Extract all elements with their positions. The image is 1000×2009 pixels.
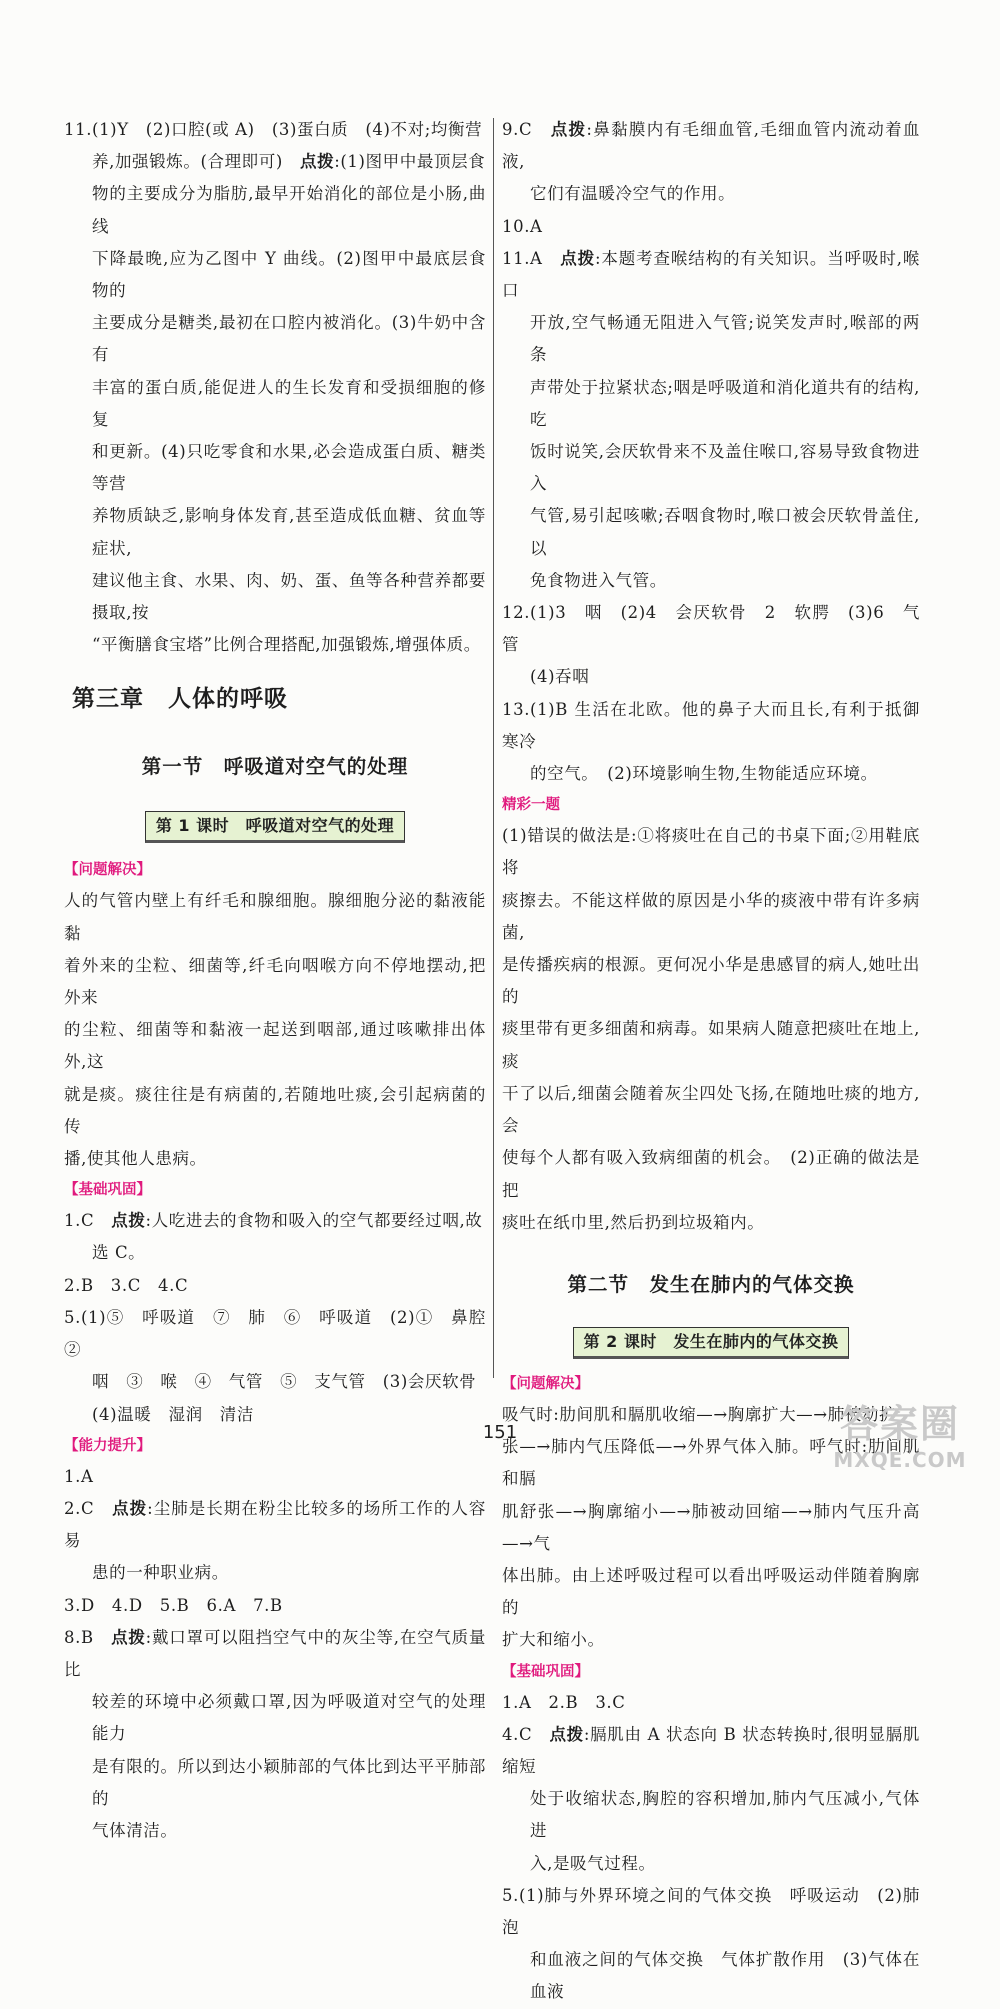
ability-8-hint: :戴口罩可以阻挡空气中的灰尘等,在空气质量比: [64, 1627, 487, 1679]
answer-11-line-4: 下降最晚,应为乙图中 Y 曲线。(2)图甲中最底层食物的: [92, 248, 486, 301]
answer-12-line-1: 12.(1)3 咽 (2)4 会厌软骨 2 软腭 (3)6 气管: [502, 603, 920, 655]
section-title-2: 第二节 发生在肺内的气体交换: [567, 1272, 855, 1296]
answer-11-line-5: 气管,易引起咳嗽;吞咽食物时,喉口被会厌软骨盖住,以: [530, 506, 920, 558]
answer-11-line-2: [64, 146, 486, 178]
ability-2-line-2: 患的一种职业病。: [92, 1563, 229, 1583]
basic-4-line-3: 入,是吸气过程。: [530, 1853, 656, 1873]
basic-1-line-2: 选 C。: [92, 1243, 146, 1263]
answer-11-line-3: 声带处于拉紧状态;咽是呼吸道和消化道共有的结构,吃: [530, 377, 920, 429]
highlight-line-3: 是传播疾病的根源。更何况小华是患感冒的病人,她吐出的: [502, 955, 920, 1007]
watermark-url: MXQE.COM: [833, 1448, 967, 1472]
problem-line-3: 的尘粒、细菌等和黏液一起送到咽部,通过咳嗽排出体外,这: [64, 1020, 486, 1072]
answer-11-line-4: 饭时说笑,会厌软骨来不及盖住喉口,容易导致食物进入: [530, 442, 920, 494]
right-column: [502, 114, 920, 2009]
answer-11-hint: :本题考查喉结构的有关知识。当呼吸时,喉口: [502, 248, 921, 301]
highlight-line-1: (1)错误的做法是:①将痰吐在自己的书桌下面;②用鞋底将: [502, 826, 920, 878]
hint-keyword: 点拨: [550, 120, 587, 139]
tag-basic: 【基础巩固】: [64, 1182, 151, 1199]
answer-9-answer: 9.C: [502, 120, 551, 139]
basic-4: [502, 1719, 920, 1783]
answer-11-line-6: 免食物进入气管。: [530, 570, 667, 590]
basic-5-line-1: 5.(1)肺与外界环境之间的气体交换 呼吸运动 (2)肺泡: [502, 1885, 920, 1937]
answer-9-hint: :鼻黏膜内有毛细血管,毛细血管内流动着血液,: [502, 120, 920, 172]
highlight-line-5: 干了以后,细菌会随着灰尘四处飞扬,在随地吐痰的地方,会: [502, 1083, 920, 1136]
answer-12-line-2: (4)吞咽: [530, 667, 590, 687]
basic-4-answer: 4.C: [502, 1724, 550, 1744]
ability-8: [64, 1622, 486, 1686]
basic-5-line-2: 咽 ③ 喉 ④ 气管 ⑤ 支气管 (3)会厌软骨: [92, 1372, 477, 1392]
ability-2: [64, 1493, 486, 1557]
basic-4-hint: :膈肌由 A 状态向 B 状态转换时,很明显膈肌缩短: [502, 1724, 920, 1776]
lesson-title-1: 第 1 课时 呼吸道对空气的处理: [145, 811, 405, 843]
ability-8-line-3: 是有限的。所以到达小颖肺部的气体比到达平平肺部的: [92, 1756, 486, 1808]
problem-line-2: 张—→肺内气压降低—→外界气体入肺。呼气时:肋间肌和膈: [502, 1437, 920, 1489]
basic-1-hint: :人吃进去的食物和吸入的空气都要经过咽,故: [145, 1211, 483, 1231]
lesson-banner-1: [64, 811, 486, 843]
tag-problem-solving: 【问题解决】: [502, 1375, 589, 1392]
answer-13-line-1: 13.(1)B 生活在北欧。他的鼻子大而且长,有利于抵御寒冷: [502, 699, 920, 751]
answer-11-line-5: 主要成分是糖类,最初在口腔内被消化。(3)牛奶中含有: [92, 313, 486, 365]
answer-11-hint: :(1)图甲中最顶层食: [334, 152, 486, 172]
tag-basic: 【基础巩固】: [502, 1663, 589, 1680]
answer-9-line-2: 它们有温暖冷空气的作用。: [530, 184, 736, 204]
highlight-line-6: 使每个人都有吸入致病细菌的机会。 (2)正确的做法是把: [502, 1148, 920, 1200]
ability-8-line-2: 较差的环境中必须戴口罩,因为呼吸道对空气的处理能力: [92, 1692, 486, 1744]
lesson-banner-2: [502, 1327, 920, 1359]
basic-2-4: 2.B 3.C 4.C: [64, 1275, 189, 1295]
basic-1: [64, 1205, 486, 1237]
basic-5-line-3: (4)温暖 湿润 清洁: [92, 1404, 254, 1424]
tag-highlight: 精彩一题: [502, 797, 560, 814]
ability-3-7: 3.D 4.D 5.B 6.A 7.B: [64, 1595, 283, 1615]
basic-1-answer: 1.C: [64, 1211, 112, 1231]
answer-11-answer: 11.A: [502, 248, 561, 268]
watermark-logo: 答案圈: [839, 1402, 960, 1446]
answer-11-line-3: 物的主要成分为脂肪,最早开始消化的部位是小肠,曲线: [92, 184, 486, 236]
basic-5-line-1: 5.(1)⑤ 呼吸道 ⑦ 肺 ⑥ 呼吸道 (2)① 鼻腔 ②: [64, 1307, 504, 1360]
problem-line-5: 播,使其他人患病。: [64, 1149, 207, 1169]
answer-13-line-2: 的空气。 (2)环境影响生物,生物能适应环境。: [530, 764, 878, 784]
answer-11: [502, 243, 920, 307]
ability-2-answer: 2.C: [64, 1498, 113, 1518]
tag-problem-solving: 【问题解决】: [64, 862, 151, 879]
problem-line-3: 肌舒张—→胸廓缩小—→肺被动回缩—→肺内气压升高—→气: [502, 1501, 920, 1553]
basic-1-3: 1.A 2.B 3.C: [502, 1692, 626, 1712]
problem-line-1: 人的气管内壁上有纤毛和腺细胞。腺细胞分泌的黏液能黏: [64, 891, 486, 943]
answer-11-line-7: 和更新。(4)只吃零食和水果,必会造成蛋白质、糖类等营: [92, 442, 486, 494]
problem-line-4: 就是痰。痰往往是有病菌的,若随地吐痰,会引起病菌的传: [64, 1084, 486, 1136]
problem-line-1: 吸气时:肋间肌和膈肌收缩—→胸廓扩大—→肺被动扩: [502, 1404, 897, 1424]
column-divider: [493, 118, 494, 1378]
ability-2-hint: :尘肺是长期在粉尘比较多的场所工作的人容易: [64, 1498, 486, 1551]
answer-11-text: 养,加强锻炼。(合理即可): [92, 152, 301, 172]
problem-line-4: 体出肺。由上述呼吸过程可以看出呼吸运动伴随着胸廓的: [502, 1565, 920, 1618]
answer-11-line-9: 建议他主食、水果、肉、奶、蛋、鱼等各种营养都要摄取,按: [92, 570, 486, 623]
watermark: [815, 1400, 985, 1480]
tag-ability: 【能力提升】: [64, 1437, 151, 1454]
hint-keyword: 点拨: [300, 152, 335, 172]
hint-keyword: 点拨: [560, 248, 595, 268]
highlight-line-7: 痰吐在纸巾里,然后扔到垃圾箱内。: [502, 1212, 765, 1232]
ability-1: 1.A: [64, 1466, 94, 1486]
chapter-title: 第三章 人体的呼吸: [72, 686, 288, 713]
problem-line-5: 扩大和缩小。: [502, 1630, 605, 1650]
ability-8-answer: 8.B: [64, 1627, 112, 1647]
basic-5-line-2: 和血液之间的气体交换 气体扩散作用 (3)气体在血液: [530, 1950, 920, 2002]
ability-8-line-4: 气体清洁。: [92, 1820, 178, 1840]
page-number: 151: [482, 1422, 518, 1443]
answer-11-line-6: 丰富的蛋白质,能促进人的生长发育和受损细胞的修复: [92, 377, 486, 429]
answer-11-line-8: 养物质缺乏,影响身体发育,甚至造成低血糖、贫血等症状,: [92, 506, 486, 558]
highlight-line-2: 痰擦去。不能这样做的原因是小华的痰液中带有许多病菌,: [502, 890, 920, 942]
answer-11-line-10: “平衡膳食宝塔”比例合理搭配,加强锻炼,增强体质。: [92, 635, 481, 655]
highlight-line-4: 痰里带有更多细菌和病毒。如果病人随意把痰吐在地上,痰: [502, 1019, 920, 1071]
hint-keyword: 点拨: [111, 1627, 146, 1647]
section-title-1: 第一节 呼吸道对空气的处理: [141, 755, 409, 779]
answer-11-line-1: 11.(1)Y (2)口腔(或 A) (3)蛋白质 (4)不对;均衡营: [64, 120, 483, 139]
answer-9: [502, 114, 920, 178]
basic-4-line-2: 处于收缩状态,胸腔的容积增加,肺内气压减小,气体进: [530, 1789, 920, 1841]
hint-keyword: 点拨: [549, 1724, 584, 1744]
answer-11-line-2: 开放,空气畅通无阻进入气管;说笑发声时,喉部的两条: [530, 313, 920, 365]
hint-keyword: 点拨: [112, 1498, 148, 1518]
problem-line-2: 着外来的尘粒、细菌等,纤毛向咽喉方向不停地摆动,把外来: [64, 955, 486, 1008]
lesson-title-2: 第 2 课时 发生在肺内的气体交换: [573, 1327, 850, 1359]
answer-10: 10.A: [502, 216, 543, 236]
hint-keyword: 点拨: [111, 1211, 146, 1231]
